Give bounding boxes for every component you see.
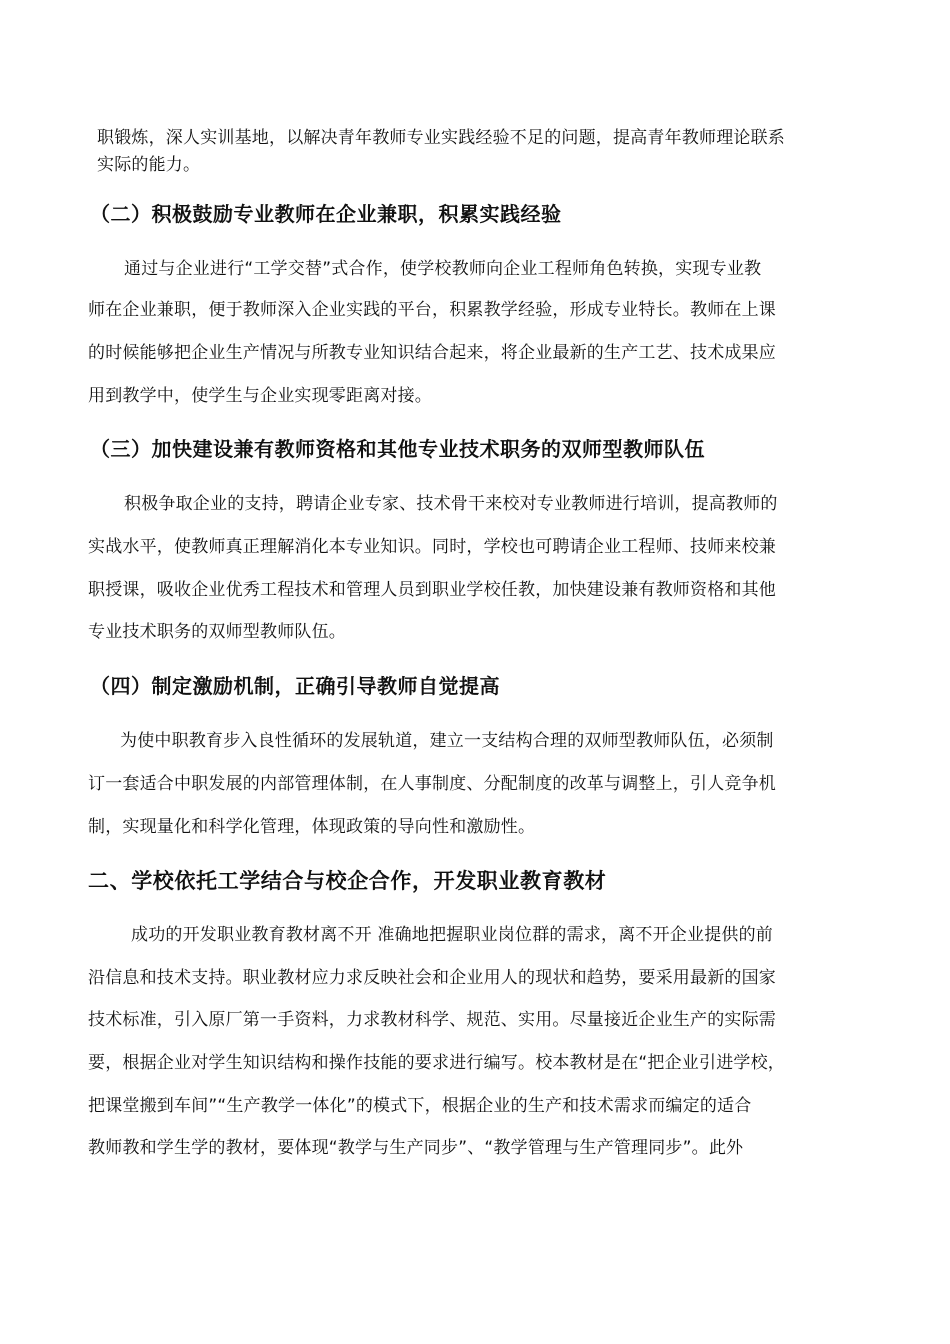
paragraph-line: 为使中职教育步入良性循环的发展轨道，建立一支结构合理的双师型教师队伍，必须制 (120, 731, 774, 751)
paragraph-line: 职锻炼，深人实训基地，以解决青年教师专业实践经验不足的问题，提高青年教师理论联系 (97, 128, 785, 148)
paragraph-line: 的时候能够把企业生产情况与所教专业知识结合起来，将企业最新的生产工艺、技术成果应 (88, 343, 776, 363)
paragraph-line: 制，实现量化和科学化管理，体现政策的导向性和激励性。 (88, 817, 536, 837)
paragraph-line: 专业技术职务的双师型教师队伍。 (88, 622, 346, 642)
paragraph-line: 要，根据企业对学生知识结构和操作技能的要求进行编写。校本教材是在“把企业引进学校， (88, 1053, 786, 1073)
paragraph-line: 实际的能力。 (97, 155, 201, 175)
paragraph-line: 成功的开发职业教育教材离不开 准确地把握职业岗位群的需求，离不开企业提供的前 (131, 925, 774, 945)
part-heading: 二、学校依托工学结合与校企合作，开发职业教育教材 (88, 869, 607, 893)
paragraph-line: 职授课，吸收企业优秀工程技术和管理人员到职业学校任教，加快建设兼有教师资格和其他 (88, 580, 776, 600)
paragraph-line: 沿信息和技术支持。职业教材应力求反映社会和企业用人的现状和趋势，要采用最新的国家 (88, 968, 776, 988)
paragraph-line: 用到教学中，使学生与企业实现零距离对接。 (88, 386, 432, 406)
paragraph-line: 积极争取企业的支持，聘请企业专家、技术骨干来校对专业教师进行培训，提高教师的 (124, 494, 778, 514)
section-heading: （四）制定激励机制，正确引导教师自觉提高 (90, 674, 500, 698)
section-heading: （二）积极鼓励专业教师在企业兼职，积累实践经验 (90, 202, 562, 226)
paragraph-line: 把课堂搬到车间”“生产教学一体化”的模式下，根据企业的生产和技术需求而编定的适合 (88, 1096, 752, 1116)
paragraph-line: 实战水平，使教师真正理解消化本专业知识。同时，学校也可聘请企业工程师、技师来校兼 (88, 537, 776, 557)
paragraph-line: 师在企业兼职，便于教师深入企业实践的平台，积累教学经验，形成专业特长。教师在上课 (88, 300, 776, 320)
section-heading: （三）加快建设兼有教师资格和其他专业技术职务的双师型教师队伍 (90, 437, 705, 461)
paragraph-line: 订一套适合中职发展的内部管理体制，在人事制度、分配制度的改革与调整上，引人竞争机 (88, 774, 776, 794)
paragraph-line: 教师教和学生学的教材，要体现“教学与生产同步”、“教学管理与生产管理同步”。此外 (88, 1138, 744, 1158)
paragraph-line: 通过与企业进行“工学交替”式合作，使学校教师向企业工程师角色转换，实现专业教 (124, 259, 762, 279)
paragraph-line: 技术标准，引入原厂第一手资料，力求教材科学、规范、实用。尽量接近企业生产的实际需 (88, 1010, 776, 1030)
